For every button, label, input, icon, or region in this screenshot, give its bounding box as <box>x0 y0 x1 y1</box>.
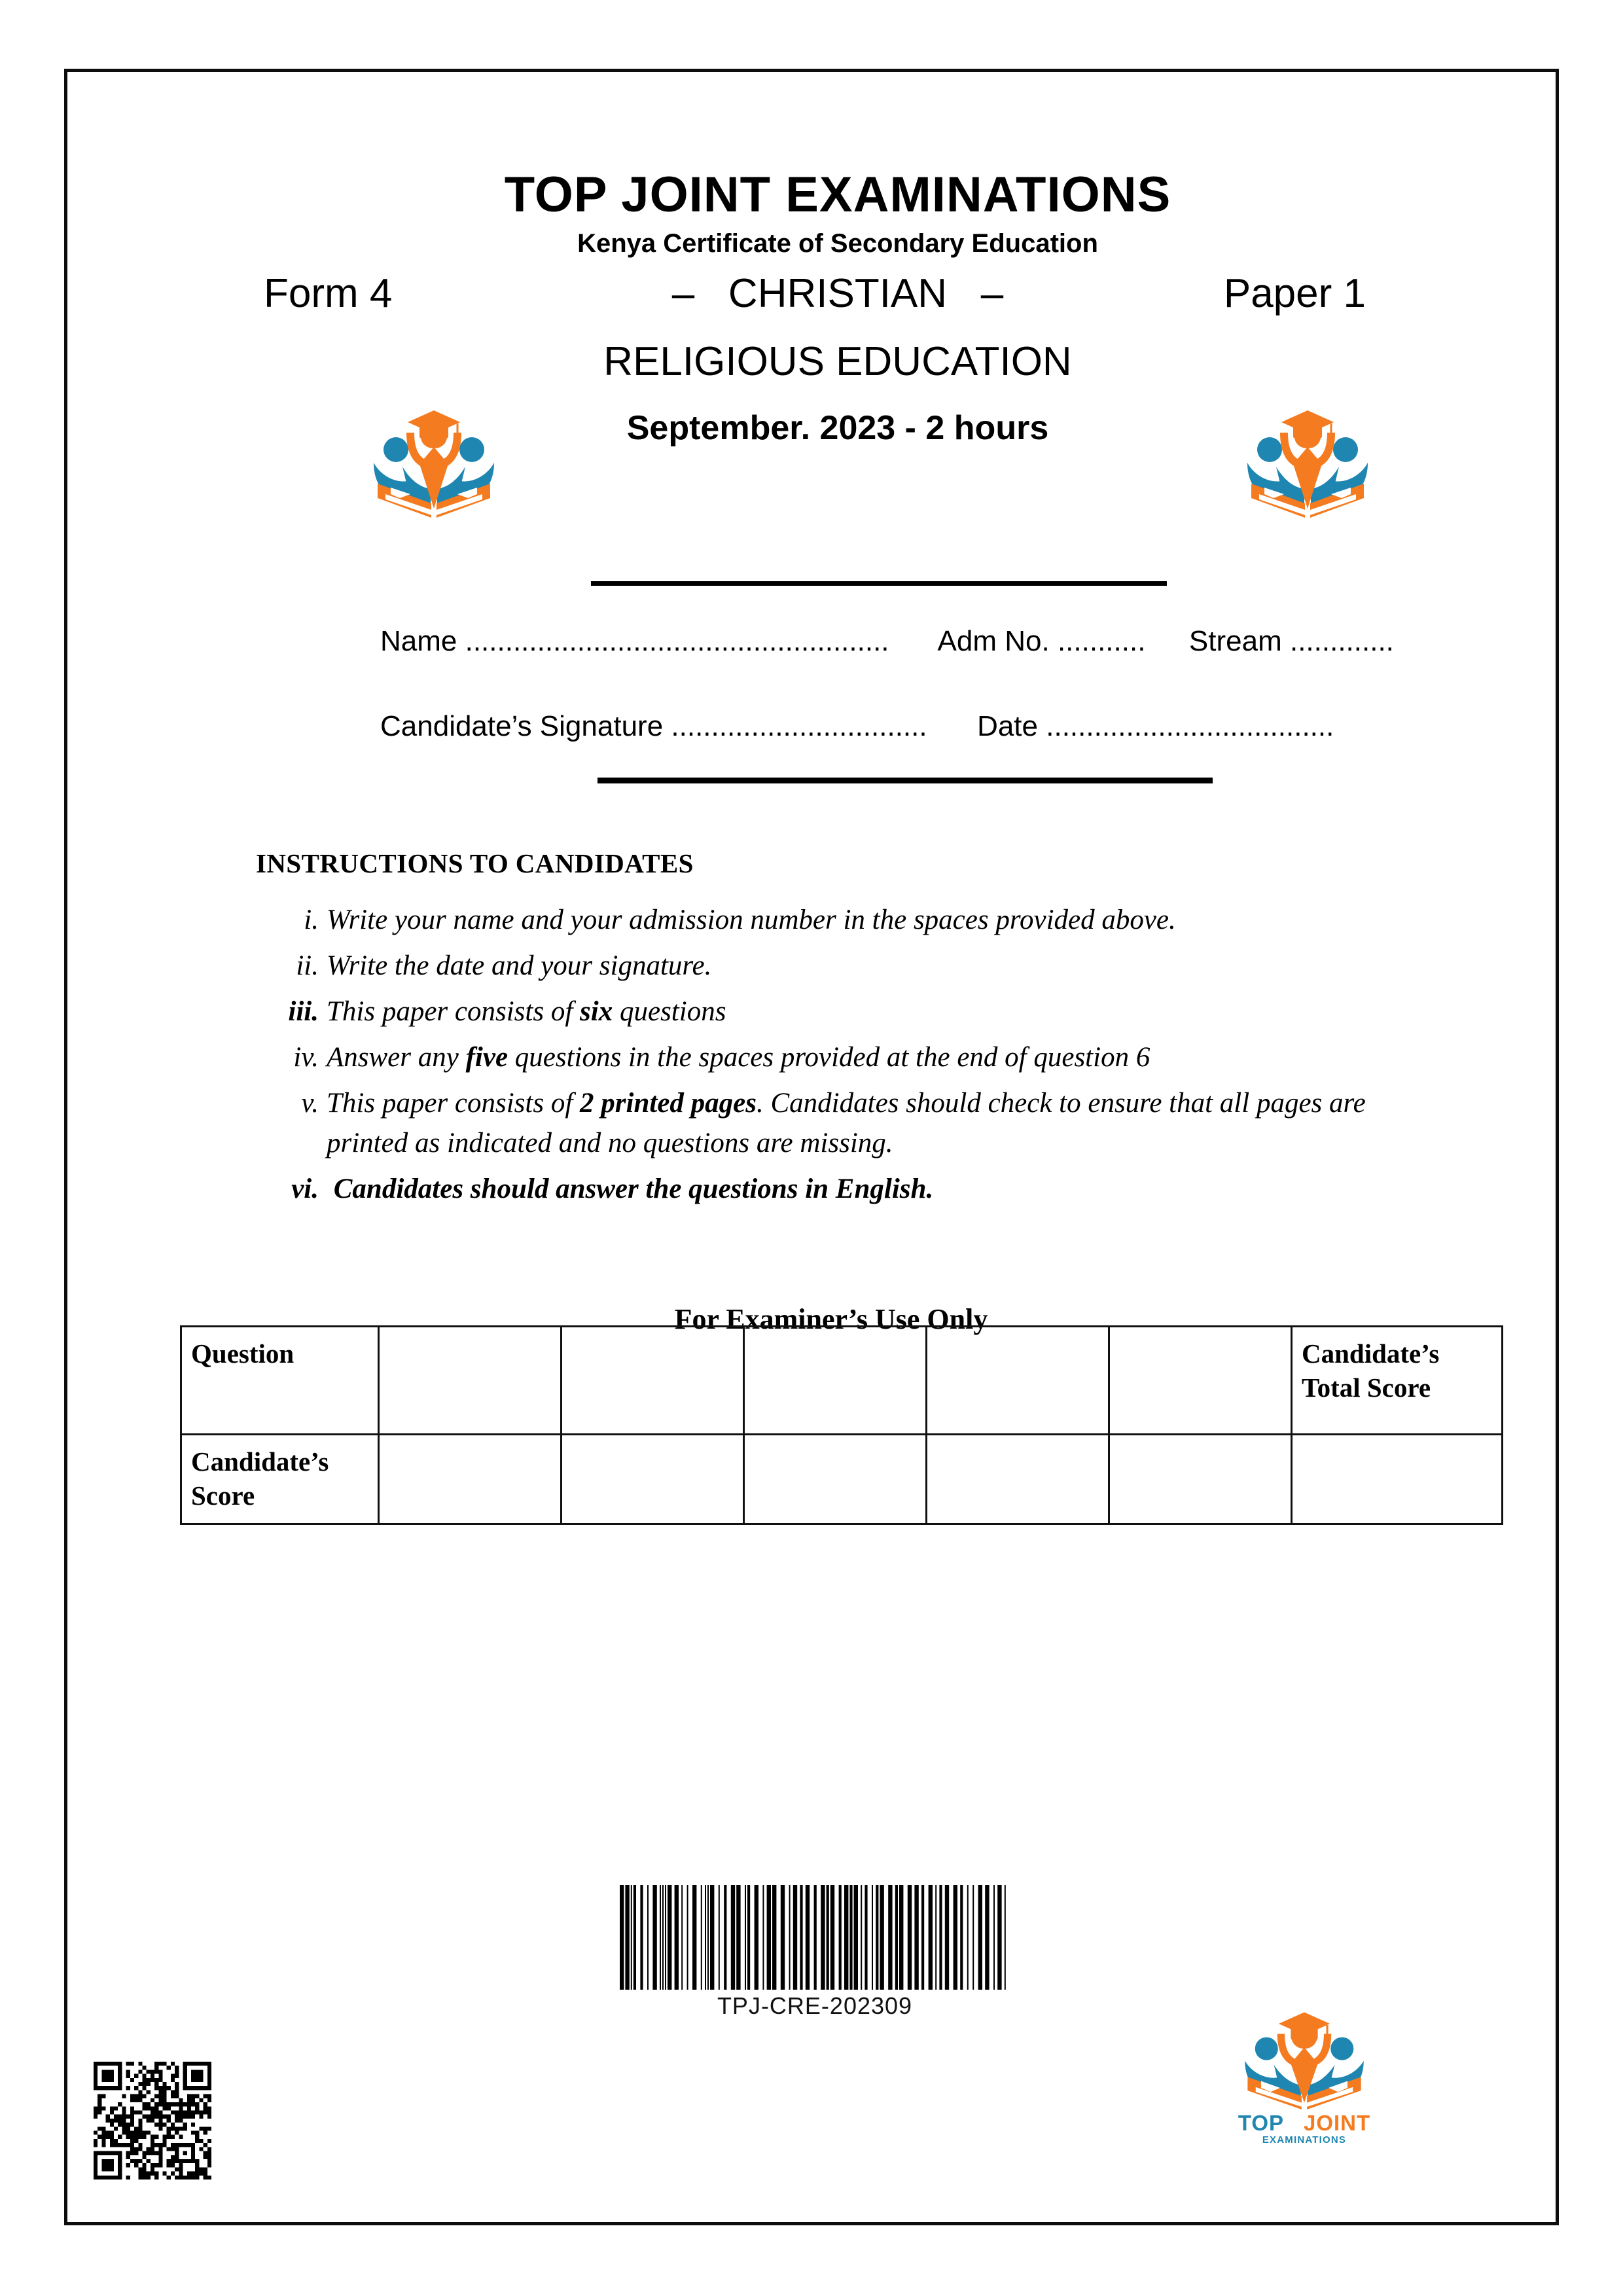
instructions-list <box>276 900 1454 1215</box>
instruction-item <box>276 900 1454 940</box>
cell-question-5[interactable] <box>1109 1327 1292 1435</box>
instruction-text: Write your name and your admission number in the spaces provided above. <box>327 905 1176 935</box>
stream-input[interactable]: ............. <box>1289 625 1394 657</box>
cell-score-total[interactable] <box>1292 1435 1503 1524</box>
cell-candidate-total-score-label: Candidate’s Total Score <box>1292 1327 1503 1435</box>
instruction-item <box>276 1037 1454 1077</box>
cell-candidate-score-label: Candidate’s Score <box>181 1435 379 1524</box>
instruction-item <box>276 992 1454 1031</box>
header-rule-bottom <box>597 778 1213 783</box>
cell-question-1[interactable] <box>379 1327 562 1435</box>
cell-question-3[interactable] <box>744 1327 927 1435</box>
exam-date-duration: September. 2023 - 2 hours <box>626 409 1049 447</box>
date-input[interactable]: .................................... <box>1046 710 1334 742</box>
instruction-number: v. <box>301 1088 319 1119</box>
barcode-icon <box>618 1885 1011 1990</box>
signature-label: Candidate’s Signature <box>380 710 664 742</box>
top-joint-logo-icon <box>368 396 499 520</box>
page-title: TOP JOINT EXAMINATIONS <box>504 167 1171 223</box>
signature-input[interactable]: ................................ <box>671 710 927 742</box>
candidate-signature-row <box>380 710 1334 743</box>
instruction-text: This paper consists of six questions <box>327 996 726 1028</box>
instruction-text: Candidates should answer the questions in English. <box>327 1174 934 1205</box>
page-frame <box>64 69 1559 2225</box>
cell-score-5[interactable] <box>1109 1435 1292 1524</box>
candidate-name-row <box>380 625 1394 658</box>
examiner-score-table <box>180 1325 1503 1525</box>
instruction-number: i. <box>304 905 319 935</box>
instruction-text: Answer any five questions in the spaces provided at the end of question 6 <box>327 1042 1150 1073</box>
form-label: Form 4 <box>264 271 393 316</box>
instruction-number: iii. <box>288 996 319 1028</box>
footer-subtext: EXAMINATIONS <box>1262 2134 1347 2145</box>
instruction-text: This paper consists of 2 printed pages. Candidates should check to ensure that all pages are printed as indicated and no questions are missing. <box>327 1088 1366 1159</box>
instruction-number: vi. <box>291 1174 319 1205</box>
name-label: Name <box>380 625 457 657</box>
instruction-item <box>276 1169 1454 1209</box>
adm-no-label: Adm No. <box>937 625 1050 657</box>
cell-score-3[interactable] <box>744 1435 927 1524</box>
footer-word-top: TOP <box>1238 2111 1284 2135</box>
cell-score-1[interactable] <box>379 1435 562 1524</box>
examiner-use-title: For Examiner’s Use Only <box>674 1303 988 1335</box>
instruction-item <box>276 946 1454 986</box>
cell-question-label: Question <box>181 1327 379 1435</box>
barcode-value: TPJ-CRE-202309 <box>717 1992 913 2019</box>
title-row <box>67 270 1556 317</box>
cell-question-4[interactable] <box>927 1327 1109 1435</box>
table-row <box>181 1327 1503 1435</box>
adm-no-input[interactable]: ........... <box>1057 625 1146 657</box>
page-subtitle: Kenya Certificate of Secondary Education <box>577 229 1098 258</box>
footer-word-joint: JOINT <box>1303 2111 1371 2135</box>
subject-line-1: – CHRISTIAN – <box>671 271 1004 316</box>
table-row <box>181 1435 1503 1524</box>
cell-score-2[interactable] <box>562 1435 744 1524</box>
date-label: Date <box>977 710 1039 742</box>
subject-line-2: RELIGIOUS EDUCATION <box>603 339 1072 384</box>
top-joint-logo-icon <box>1236 2003 1373 2111</box>
top-joint-logo-icon <box>1242 396 1373 520</box>
instruction-item <box>276 1083 1454 1163</box>
instruction-number: ii. <box>296 950 319 982</box>
instruction-text: Write the date and your signature. <box>327 950 712 982</box>
footer-logo <box>1226 2003 1383 2166</box>
footer-wordmark <box>1226 2112 1383 2134</box>
barcode-block <box>612 1885 1018 2020</box>
cell-score-4[interactable] <box>927 1435 1109 1524</box>
paper-label: Paper 1 <box>1223 271 1366 316</box>
qr-code-icon <box>94 2062 211 2179</box>
cell-question-2[interactable] <box>562 1327 744 1435</box>
instruction-number: iv. <box>293 1042 319 1073</box>
instructions-heading: INSTRUCTIONS TO CANDIDATES <box>256 848 694 878</box>
stream-label: Stream <box>1188 625 1282 657</box>
header-rule-top <box>591 581 1167 586</box>
name-input[interactable]: ..................................................... <box>465 625 889 657</box>
